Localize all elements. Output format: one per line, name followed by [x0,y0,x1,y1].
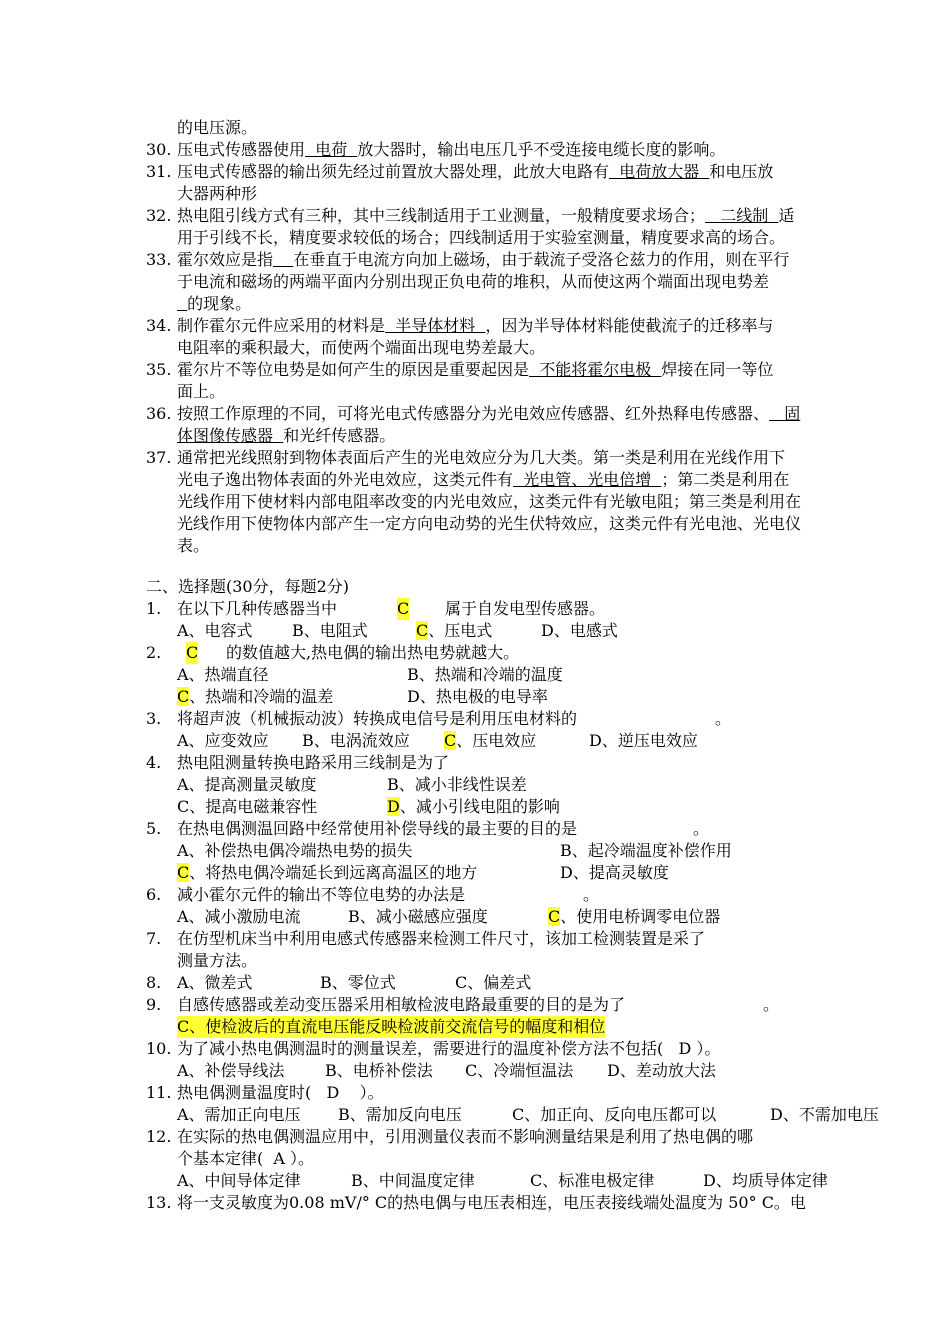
mc-question-12-cont: 个基本定律( A ）。 [177,1149,315,1168]
option-c: C、使用电桥调零电位器 [548,907,721,926]
question-36: 按照工作原理的不同，可将光电式传感器分为光电效应传感器、红外热释电传感器、 固 [177,404,801,423]
question-37-cont2: 光线作用下使材料内部电阻率改变的内光电效应，这类元件有光敏电阻；第三类是利用在 [177,492,802,511]
question-33: 霍尔效应是指 在垂直于电流方向加上磁场，由于载流子受洛仑兹力的作用，则在平行 [177,250,790,269]
option-c: C、压电式 [416,621,493,640]
question-30: 压电式传感器使用 电荷 放大器时，输出电压几乎不受连接电缆长度的影响。 [177,140,726,159]
option-c: C、热端和冷端的温差 [177,687,334,706]
question-35: 霍尔片不等位电势是如何产生的原因是重要起因是 不能将霍尔电极 焊接在同一等位 [177,360,774,379]
mc-question-7: 在仿型机床当中利用电感式传感器来检测工件尺寸，该加工检测装置是采了 [177,929,706,948]
option-b: B、中间温度定律 [351,1171,475,1190]
section-title: 二、选择题(30分，每题2分) [146,577,350,596]
answer-blank: 体图像传感器 [177,426,284,445]
mc-question-4: 热电阻测量转换电路采用三线制是为了 [177,753,450,772]
question-number: 8. [146,973,162,992]
option-c: C、压电效应 [444,731,537,750]
option-c: C、将热电偶冷端延长到远离高温区的地方 [177,863,478,882]
option-a: A、电容式 [177,621,253,640]
option-a: A、应变效应 [177,731,269,750]
option-a: A、微差式 [177,973,253,992]
option-d: D、减小引线电阻的影响 [387,797,560,816]
question-number: 7. [146,929,162,948]
question-34-cont: 电阻率的乘积最大，而使两个端面出现电势差最大。 [177,338,546,357]
option-a: A、需加正向电压 [177,1105,301,1124]
answer-blank: 固 [769,404,801,423]
question-33-cont2: 的现象。 [177,293,251,315]
question-37-cont: 光电子逸出物体表面的外光电效应，这类元件有 光电管、光电倍增 ；第二类是利用在 [177,470,790,489]
option-d: D、提高灵敏度 [560,863,669,882]
continuation-text: 的电压源。 [177,118,258,137]
question-number: 13. [146,1193,172,1212]
mc-question-2: 的数值越大,热电偶的输出热电势就越大。 [226,643,520,662]
answer-highlight: C、使检波后的直流电压能反映检波前交流信号的幅度和相位 [177,1017,606,1036]
mc-question-9-tail: 。 [763,995,780,1014]
mc-question-7-cont: 测量方法。 [177,951,258,970]
option-c: C、加正向、反向电压都可以 [512,1105,717,1124]
option-b: B、电涡流效应 [302,731,410,750]
question-number: 11. [146,1083,172,1102]
mc-question-5: 在热电偶测温回路中经常使用补偿导线的最主要的目的是 [177,819,578,838]
mc-question-6-tail: 。 [583,885,600,904]
option-d: D、不需加电压 [770,1105,879,1124]
question-32-cont: 用于引线不长，精度要求较低的场合；四线制适用于实验室测量，精度要求高的场合。 [177,228,786,247]
option-a: A、热端直径 [177,665,269,684]
answer-highlight: C [397,599,410,618]
mc-question-5-tail: 。 [693,819,710,838]
question-number: 5. [146,819,162,838]
mc-question-1: 在以下几种传感器当中 [177,599,338,618]
answer-blank [177,294,187,313]
option-d: D、电感式 [541,621,618,640]
option-c: C、提高电磁兼容性 [177,797,318,816]
option-d: D、均质导体定律 [703,1171,828,1190]
mc-question-3-tail: 。 [715,709,732,728]
question-number: 1. [146,599,162,618]
question-number: 35. [146,360,172,379]
question-37-cont3: 光线作用下使物体内部产生一定方向电动势的光生伏特效应，这类元件有光电池、光电仪 [177,514,802,533]
answer-highlight: C [186,643,199,662]
mc-question-1-tail: 属于自发电型传感器。 [445,599,606,618]
option-d: D、逆压电效应 [589,731,698,750]
question-number: 30. [146,140,172,159]
mc-question-13: 将一支灵敏度为0.08 mV/° C的热电偶与电压表相连，电压表接线端处温度为 50° C。电 [177,1193,806,1212]
question-31-cont: 大器两种形 [177,184,258,203]
question-number: 3. [146,709,162,728]
option-d: D、差动放大法 [607,1061,716,1080]
question-number: 34. [146,316,172,335]
question-number: 12. [146,1127,172,1146]
question-number: 33. [146,250,172,269]
question-number: 4. [146,753,162,772]
answer-blank: 电荷 [305,140,358,159]
mc-question-12: 在实际的热电偶测温应用中，引用测量仪表而不影响测量结果是利用了热电偶的哪 [177,1127,754,1146]
mc-question-10: 为了减小热电偶测温时的测量误差，需要进行的温度补偿方法不包括( D ）。 [177,1039,721,1058]
question-number: 2. [146,643,162,662]
question-number: 32. [146,206,172,225]
answer-blank: 二线制 [705,206,779,225]
question-number: 37. [146,448,172,467]
option-a: A、补偿热电偶冷端热电势的损失 [177,841,413,860]
option-b: B、起冷端温度补偿作用 [560,841,732,860]
answer-blank [273,250,293,269]
option-b: B、零位式 [320,973,396,992]
question-34: 制作霍尔元件应采用的材料是 半导体材料 ，因为半导体材料能使截流子的迁移率与 [177,316,774,335]
answer-blank: 半导体材料 [385,316,486,335]
mc-question-3: 将超声波（机械振动波）转换成电信号是利用压电材料的 [177,709,578,728]
question-36-cont: 体图像传感器 和光纤传感器。 [177,426,396,445]
question-35-cont: 面上。 [177,382,226,401]
mc-question-11: 热电偶测量温度时( D ）。 [177,1083,384,1102]
answer-blank: 不能将霍尔电极 [529,360,662,379]
question-number: 10. [146,1039,172,1058]
option-c: C、冷端恒温法 [465,1061,574,1080]
option-b: B、减小非线性误差 [387,775,527,794]
option-c: C、偏差式 [455,973,532,992]
question-number: 9. [146,995,162,1014]
option-b: B、减小磁感应强度 [348,907,488,926]
question-number: 36. [146,404,172,423]
option-a: A、减小激励电流 [177,907,301,926]
question-37-cont4: 表。 [177,536,210,555]
answer-blank: 光电管、光电倍增 [513,470,662,489]
option-a: A、提高测量灵敏度 [177,775,317,794]
question-32: 热电阻引线方式有三种，其中三线制适用于工业测量，一般精度要求场合； 二线制 适 [177,206,795,225]
option-a: A、中间导体定律 [177,1171,301,1190]
question-number: 6. [146,885,162,904]
question-33-cont: 于电流和磁场的两端平面内分别出现正负电荷的堆积，从而使这两个端面出现电势差 [177,272,770,291]
option-d: D、热电极的电导率 [407,687,548,706]
option-c: C、标准电极定律 [530,1171,655,1190]
option-b: B、电阻式 [292,621,368,640]
question-31: 压电式传感器的输出须先经过前置放大器处理，此放大电路有 电荷放大器 和电压放 [177,162,774,181]
mc-question-6: 减小霍尔元件的输出不等位电势的办法是 [177,885,466,904]
option-a: A、补偿导线法 [177,1061,285,1080]
option-b: B、需加反向电压 [338,1105,462,1124]
option-b: B、热端和冷端的温度 [407,665,563,684]
option-b: B、电桥补偿法 [325,1061,433,1080]
question-number: 31. [146,162,172,181]
question-37: 通常把光线照射到物体表面后产生的光电效应分为几大类。第一类是利用在光线作用下 [177,448,786,467]
answer-blank: 电荷放大器 [609,162,710,181]
mc-question-9: 自感传感器或差动变压器采用相敏检波电路最重要的目的是为了 [177,995,626,1014]
